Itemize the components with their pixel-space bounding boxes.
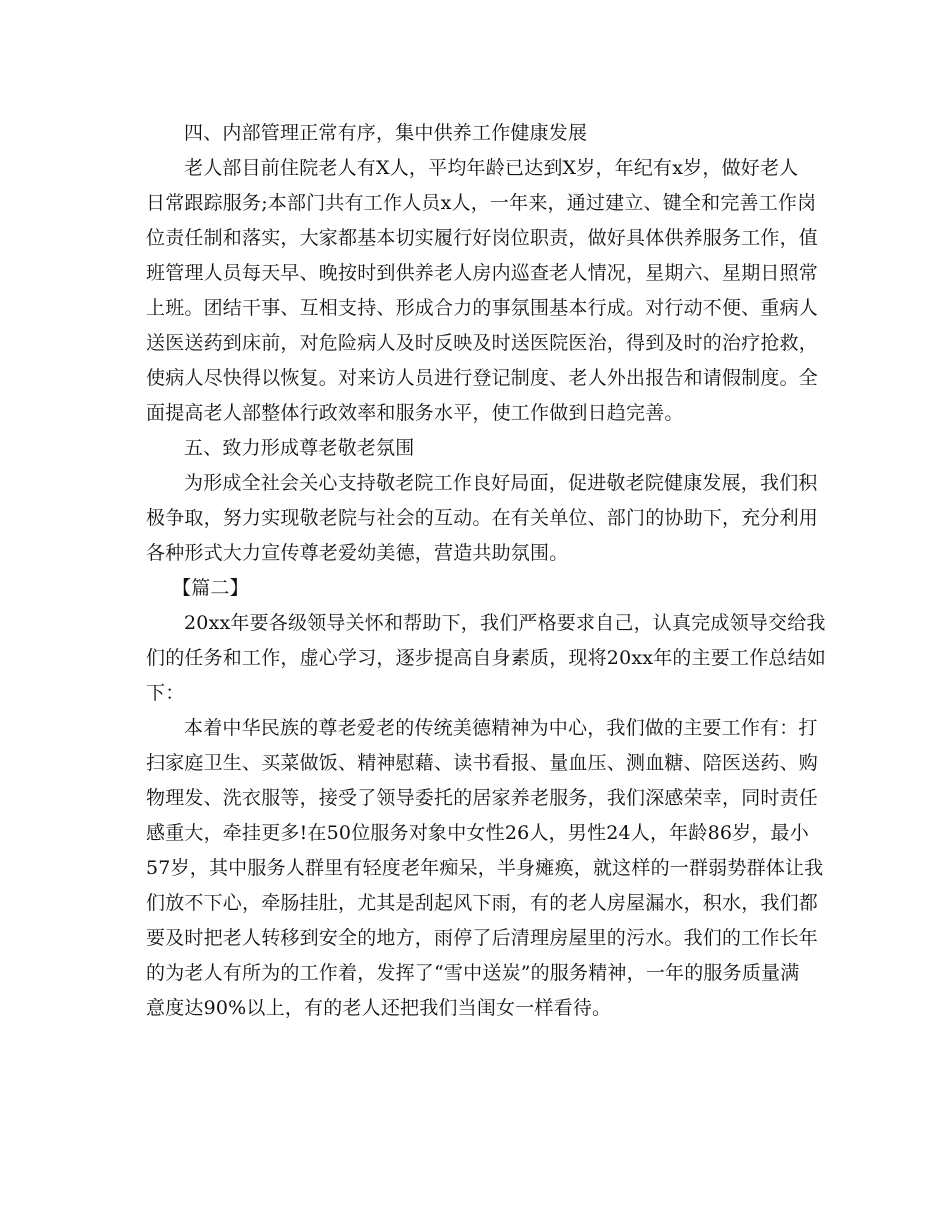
document-page — [146, 118, 827, 1024]
paragraph-line: 们的任务和工作，虚心学习，逐步提高自身素质，现将20xx年的主要工作总结如 — [146, 647, 827, 669]
paragraph-line: 为形成全社会关心支持敬老院工作良好局面，促进敬老院健康发展，我们积 — [184, 472, 818, 494]
paragraph-line: 物理发、洗衣服等，接受了领导委托的居家养老服务，我们深感荣幸，同时责任 — [146, 787, 819, 809]
paragraph-line: 下： — [146, 682, 185, 704]
paragraph-line: 感重大，牵挂更多!在50位服务对象中女性26人，男性24人，年龄86岁，最小 — [146, 822, 809, 844]
paragraph-line: 20xx年要各级领导关怀和帮助下，我们严格要求自己，认真完成领导交给我 — [184, 612, 826, 634]
paragraph-line: 本着中华民族的尊老爱老的传统美德精神为中心，我们做的主要工作有：打 — [184, 717, 818, 739]
paragraph-line: 57岁，其中服务人群里有轻度老年痴呆，半身瘫痪，就这样的一群弱势群体让我 — [146, 857, 824, 879]
paragraph-line: 老人部目前住院老人有X人，平均年龄已达到X岁，年纪有x岁，做好老人 — [184, 157, 799, 179]
paragraph-line: 班管理人员每天早、晚按时到供养老人房内巡查老人情况，星期六、星期日照常 — [146, 262, 819, 284]
paragraph-line: 上班。团结干事、互相支持、形成合力的事氛围基本行成。对行动不便、重病人 — [146, 297, 819, 319]
paragraph-line: 极争取，努力实现敬老院与社会的互动。在有关单位、部门的协助下，充分利用 — [146, 507, 819, 529]
paragraph-line: 日常跟踪服务;本部门共有工作人员x人，一年来，通过建立、键全和完善工作岗 — [146, 192, 817, 214]
paragraph-line: 送医送药到床前，对危险病人及时反映及时送医院医治，得到及时的治疗抢救， — [146, 332, 819, 354]
section-heading: 五、致力形成尊老敬老氛围 — [184, 437, 415, 459]
paragraph-line: 面提高老人部整体行政效率和服务水平，使工作做到日趋完善。 — [146, 402, 684, 424]
paragraph-line: 要及时把老人转移到安全的地方，雨停了后清理房屋里的污水。我们的工作长年 — [146, 927, 819, 949]
paragraph-line: 使病人尽快得以恢复。对来访人员进行登记制度、老人外出报告和请假制度。全 — [146, 367, 819, 389]
paragraph-line: 的为老人有所为的工作着，发挥了“雪中送炭”的服务精神，一年的服务质量满 — [146, 962, 800, 984]
paragraph-line: 们放不下心，牵肠挂肚，尤其是刮起风下雨，有的老人房屋漏水，积水，我们都 — [146, 892, 819, 914]
part-tag: 【篇二】 — [172, 577, 249, 599]
section-heading: 四、内部管理正常有序，集中供养工作健康发展 — [184, 122, 588, 144]
paragraph-line: 意度达90%以上，有的老人还把我们当闺女一样看待。 — [146, 997, 612, 1019]
paragraph-line: 位责任制和落实，大家都基本切实履行好岗位职责，做好具体供养服务工作，值 — [146, 227, 819, 249]
paragraph-line: 各种形式大力宣传尊老爱幼美德，营造共助氛围。 — [146, 542, 569, 564]
paragraph-line: 扫家庭卫生、买菜做饭、精神慰藉、读书看报、量血压、测血糖、陪医送药、购 — [146, 752, 819, 774]
